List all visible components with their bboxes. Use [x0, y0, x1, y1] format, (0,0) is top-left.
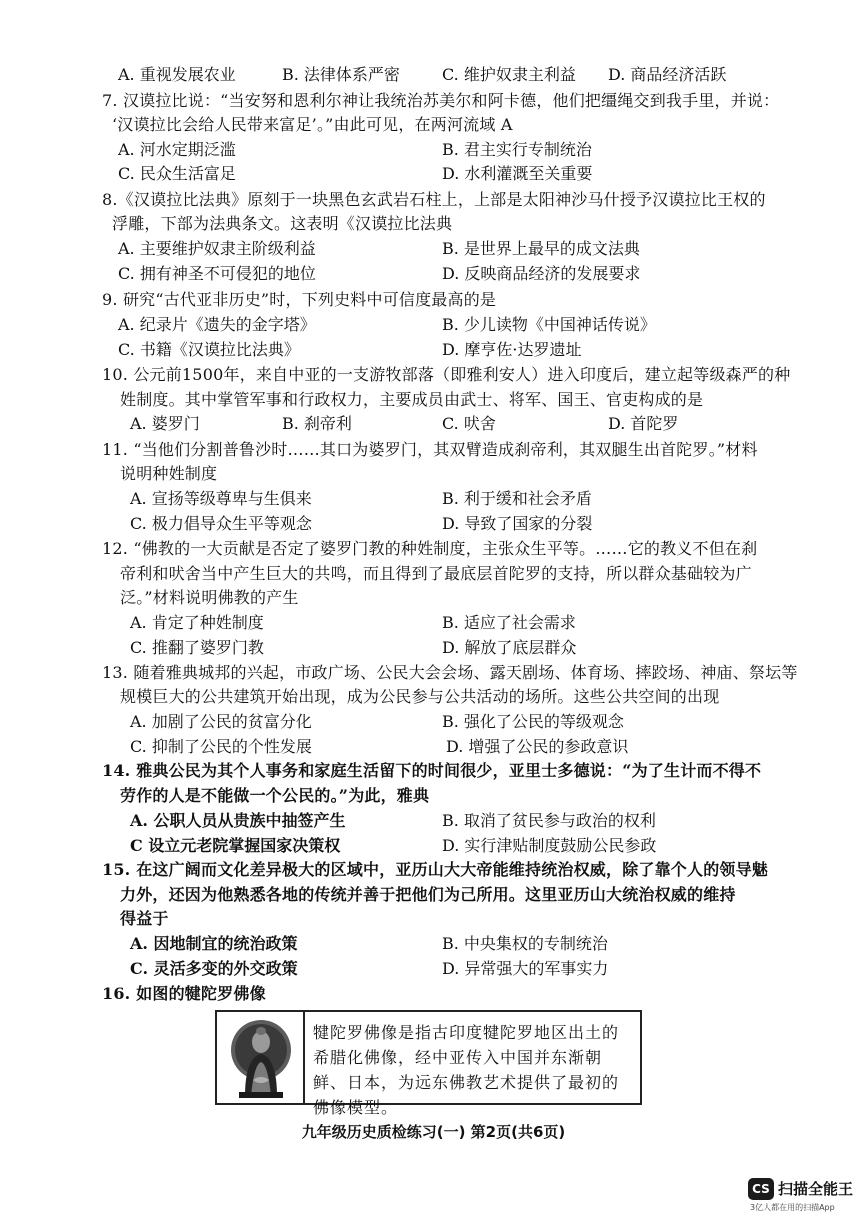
q15-stem-line1: 15. 在这广阔而文化差异极大的区域中，亚历山大大帝能维持统治权威，除了靠个人的领导魅	[102, 860, 769, 879]
gandhara-description: 犍陀罗佛像是指古印度犍陀罗地区出土的希腊化佛像，经中亚传入中国并东渐朝鲜、日本，为远东佛教艺术提供了最初的佛像模型。	[313, 1023, 620, 1117]
q8-stem-line1: 8.《汉谟拉比法典》原刻于一块黑色玄武岩石柱上，上部是太阳神沙马什授予汉谟拉比王权的	[102, 190, 766, 209]
q12-stem-line3: 泛。”材料说明佛教的产生	[120, 588, 299, 607]
q8-option-b: B. 是世界上最早的成文法典	[442, 239, 640, 258]
q8-option-c: C. 拥有神圣不可侵犯的地位	[118, 264, 316, 283]
q13-stem-line1: 13. 随着雅典城邦的兴起，市政广场、公民大会会场、露天剧场、体育场、摔跤场、神庙、祭坛等	[102, 663, 798, 682]
q15-option-c: C. 灵活多变的外交政策	[130, 959, 298, 978]
q8-stem-line2: 浮雕，下部为法典条文。这表明《汉谟拉比法典	[112, 214, 453, 233]
camscanner-slogan: 3亿人都在用的扫描App	[750, 1203, 835, 1212]
q10-stem-line1: 10. 公元前1500年，来自中亚的一支游牧部落（即雅利安人）进入印度后，建立起等级森严的种	[102, 365, 791, 384]
q7-stem-line2: ‘汉谟拉比会给人民带来富足’。”由此可见，在两河流域 A	[112, 115, 513, 134]
q13-option-d: D. 增强了公民的参政意识	[446, 737, 629, 756]
q14-stem-line2: 劳作的人是不能做一个公民的。”为此，雅典	[120, 786, 430, 805]
camscanner-name: 扫描全能王	[778, 1180, 854, 1198]
q15-option-a: A. 因地制宜的统治政策	[130, 934, 298, 953]
q13-stem-line2: 规模巨大的公共建筑开始出现，成为公民参与公共活动的场所。这些公共空间的出现	[120, 687, 720, 706]
q11-stem-line2: 说明种姓制度	[120, 464, 218, 483]
q15-option-b: B. 中央集权的专制统治	[442, 934, 608, 953]
q8-option-a: A. 主要维护奴隶主阶级利益	[118, 239, 316, 258]
q14-option-c: C 设立元老院掌握国家决策权	[130, 836, 341, 855]
page-footer: 九年级历史质检练习(一) 第2页(共6页)	[301, 1123, 566, 1141]
q15-stem-line2: 力外，还因为他熟悉各地的传统并善于把他们为己所用。这里亚历山大统治权威的维持	[120, 885, 736, 904]
q12-option-b: B. 适应了社会需求	[442, 613, 576, 632]
q6-option-b: B. 法律体系严密	[282, 65, 400, 84]
q14-option-d: D. 实行津贴制度鼓励公民参政	[442, 836, 657, 855]
q10-option-a: A. 婆罗门	[130, 414, 200, 433]
q12-stem-line2: 帝利和吠舍当中产生巨大的共鸣，而且得到了最底层首陀罗的支持，所以群众基础较为广	[120, 564, 752, 583]
q13-option-a: A. 加剧了公民的贫富分化	[130, 712, 312, 731]
q11-option-b: B. 利于缓和社会矛盾	[442, 489, 592, 508]
q12-option-d: D. 解放了底层群众	[442, 638, 577, 657]
q6-option-a: A. 重视发展农业	[118, 65, 236, 84]
q7-option-b: B. 君主实行专制统治	[442, 140, 592, 159]
q10-option-d: D. 首陀罗	[608, 414, 679, 433]
q9-stem-line1: 9. 研究“古代亚非历史”时，下列史料中可信度最高的是	[102, 290, 497, 309]
q6-option-d: D. 商品经济活跃	[608, 65, 727, 84]
gandhara-buddha-image	[223, 1018, 299, 1098]
q10-stem-line2: 姓制度。其中掌管军事和行政权力，主要成员由武士、将军、国王、官吏构成的是	[120, 390, 704, 409]
q6-option-c: C. 维护奴隶主利益	[442, 65, 576, 84]
q11-option-c: C. 极力倡导众生平等观念	[130, 514, 312, 533]
q13-option-b: B. 强化了公民的等级观念	[442, 712, 624, 731]
q14-option-a: A. 公职人员从贵族中抽签产生	[130, 811, 346, 830]
q14-option-b: B. 取消了贫民参与政治的权利	[442, 811, 656, 830]
q7-stem-line1: 7. 汉谟拉比说：“当安努和恩利尔神让我统治苏美尔和阿卡德，他们把缰绳交到我手里，并说：	[102, 91, 780, 110]
q11-option-d: D. 导致了国家的分裂	[442, 514, 593, 533]
q9-option-c: C. 书籍《汉谟拉比法典》	[118, 340, 300, 359]
q15-option-d: D. 异常强大的军事实力	[442, 959, 609, 978]
q11-option-a: A. 宣扬等级尊卑与生俱来	[130, 489, 312, 508]
q12-option-a: A. 肯定了种姓制度	[130, 613, 264, 632]
gandhara-info-box	[215, 1010, 642, 1117]
q16-stem-line1: 16. 如图的犍陀罗佛像	[102, 984, 266, 1003]
q13-option-c: C. 抑制了公民的个性发展	[130, 737, 312, 756]
q9-option-d: D. 摩亨佐·达罗遗址	[442, 340, 582, 359]
q7-option-d: D. 水利灌溉至关重要	[442, 164, 593, 183]
q14-stem-line1: 14. 雅典公民为其个人事务和家庭生活留下的时间很少，亚里士多德说：“为了生计而不得不	[102, 761, 762, 780]
q9-option-a: A. 纪录片《遗失的金字塔》	[118, 315, 316, 334]
q15-stem-line3: 得益于	[120, 909, 169, 928]
q12-option-c: C. 推翻了婆罗门教	[130, 638, 264, 657]
camscanner-logo-icon: CS	[748, 1178, 774, 1200]
q11-stem-line1: 11. “当他们分割普鲁沙时……其口为婆罗门，其双臂造成刹帝利，其双腿生出首陀罗。”材料	[102, 440, 758, 459]
q12-stem-line1: 12. “佛教的一大贡献是否定了婆罗门教的种姓制度，主张众生平等。……它的教义不但在刹	[102, 539, 758, 558]
q7-option-c: C. 民众生活富足	[118, 164, 236, 183]
q8-option-d: D. 反映商品经济的发展要求	[442, 264, 641, 283]
box-divider	[303, 1012, 305, 1103]
q10-option-b: B. 刹帝利	[282, 414, 352, 433]
q9-option-b: B. 少儿读物《中国神话传说》	[442, 315, 656, 334]
q10-option-c: C. 吠舍	[442, 414, 496, 433]
q7-option-a: A. 河水定期泛滥	[118, 140, 236, 159]
